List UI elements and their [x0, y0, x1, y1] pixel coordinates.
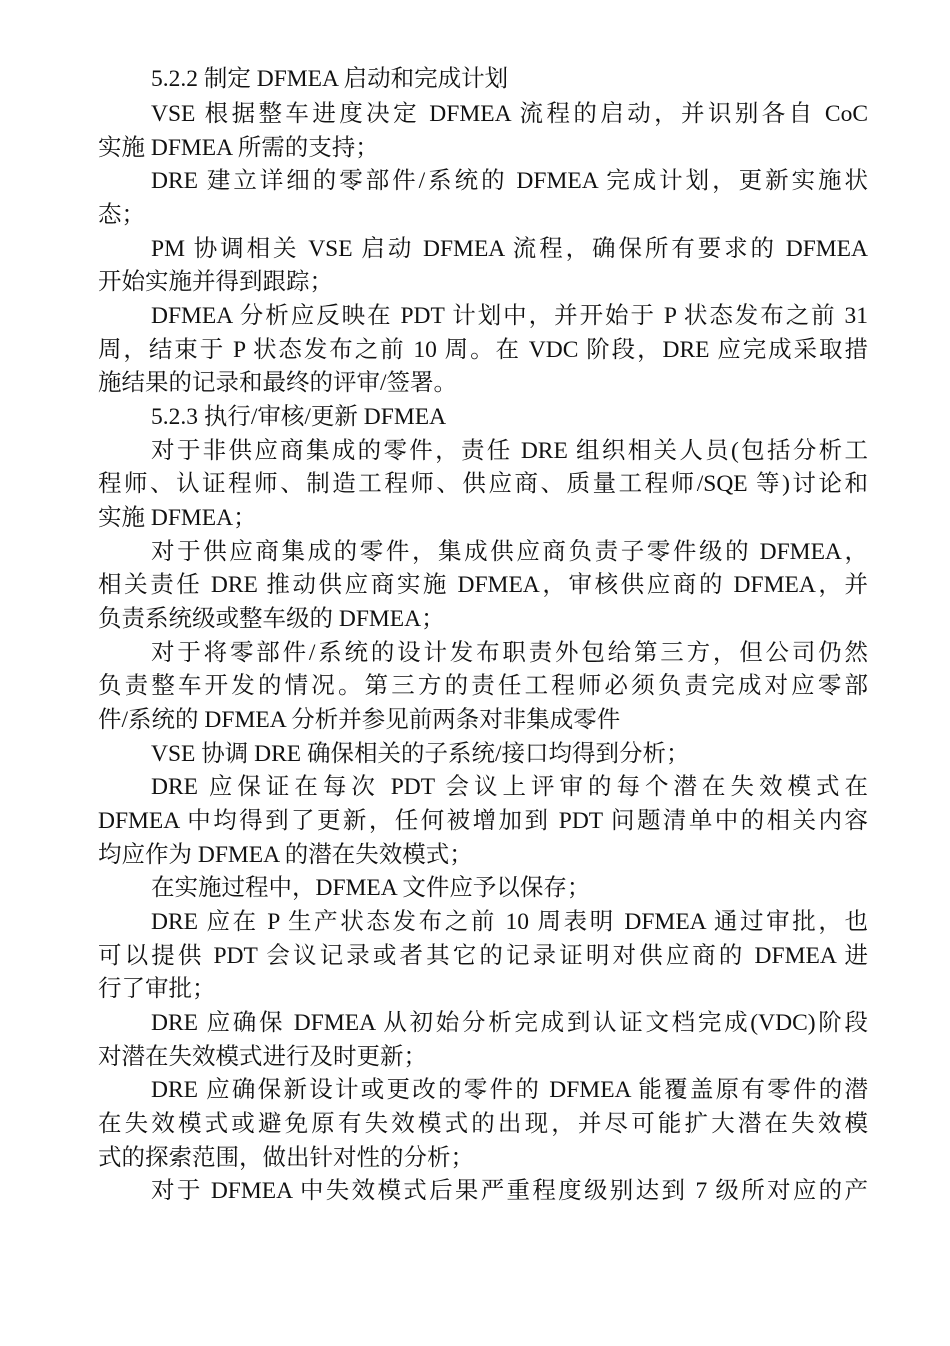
paragraph-line: 对于 DFMEA 中失效模式后果严重程度级别达到 7 级所对应的产 [151, 1178, 868, 1204]
paragraph-line: DRE 建立详细的零部件/系统的 DFMEA 完成计划，更新实施状 [151, 168, 868, 194]
paragraph-line: 施结果的记录和最终的评审/签署。 [98, 370, 458, 396]
paragraph-line: 相关责任 DRE 推动供应商实施 DFMEA，审核供应商的 DFMEA，并 [98, 572, 868, 598]
paragraph-line: DRE 应保证在每次 PDT 会议上评审的每个潜在失效模式在 [151, 774, 868, 800]
paragraph-line: 式的探索范围，做出针对性的分析； [98, 1145, 474, 1171]
paragraph-line: 行了审批； [98, 976, 216, 1002]
paragraph-line: DFMEA 分析应反映在 PDT 计划中，并开始于 P 状态发布之前 31 [151, 303, 868, 329]
paragraph-line: DRE 应在 P 生产状态发布之前 10 周表明 DFMEA 通过审批，也 [151, 909, 868, 935]
paragraph-line: 对于非供应商集成的零件，责任 DRE 组织相关人员(包括分析工 [151, 438, 868, 464]
paragraph-line: DFMEA 中均得到了更新，任何被增加到 PDT 问题清单中的相关内容 [98, 808, 868, 834]
paragraph-line: DRE 应确保新设计或更改的零件的 DFMEA 能覆盖原有零件的潜 [151, 1077, 868, 1103]
section-heading-5-2-3: 5.2.3 执行/审核/更新 DFMEA [151, 404, 447, 430]
paragraph-line: 负责整车开发的情况。第三方的责任工程师必须负责完成对应零部 [98, 673, 868, 699]
paragraph-line: 均应作为 DFMEA 的潜在失效模式； [98, 842, 473, 868]
paragraph-line: 实施 DFMEA 所需的支持； [98, 135, 379, 161]
paragraph-line: 负责系统级或整车级的 DFMEA； [98, 606, 445, 632]
paragraph-line: 开始实施并得到跟踪； [98, 269, 333, 295]
paragraph-line: 态； [98, 202, 145, 228]
paragraph-line: 对潜在失效模式进行及时更新； [98, 1044, 427, 1070]
paragraph-line: VSE 协调 DRE 确保相关的子系统/接口均得到分析； [151, 741, 690, 767]
paragraph-line: PM 协调相关 VSE 启动 DFMEA 流程，确保所有要求的 DFMEA [151, 236, 868, 262]
paragraph-line: 实施 DFMEA； [98, 505, 257, 531]
paragraph-line: 程师、认证程师、制造工程师、供应商、质量工程师/SQE 等)讨论和 [98, 471, 868, 497]
paragraph-line: 对于供应商集成的零件，集成供应商负责子零件级的 DFMEA， [151, 539, 868, 565]
paragraph-line: 对于将零部件/系统的设计发布职责外包给第三方，但公司仍然 [151, 640, 868, 666]
paragraph-line: DRE 应确保 DFMEA 从初始分析完成到认证文档完成(VDC)阶段 [151, 1010, 868, 1036]
paragraph-line: 可以提供 PDT 会议记录或者其它的记录证明对供应商的 DFMEA 进 [98, 943, 868, 969]
section-heading-5-2-2: 5.2.2 制定 DFMEA 启动和完成计划 [151, 66, 509, 92]
paragraph-line: 件/系统的 DFMEA 分析并参见前两条对非集成零件 [98, 707, 621, 733]
paragraph-line: VSE 根据整车进度决定 DFMEA 流程的启动，并识别各自 CoC [151, 101, 868, 127]
paragraph-line: 在失效模式或避免原有失效模式的出现，并尽可能扩大潜在失效模 [98, 1111, 868, 1137]
paragraph-line: 在实施过程中，DFMEA 文件应予以保存； [151, 875, 591, 901]
paragraph-line: 周，结束于 P 状态发布之前 10 周。在 VDC 阶段，DRE 应完成采取措 [98, 337, 868, 363]
